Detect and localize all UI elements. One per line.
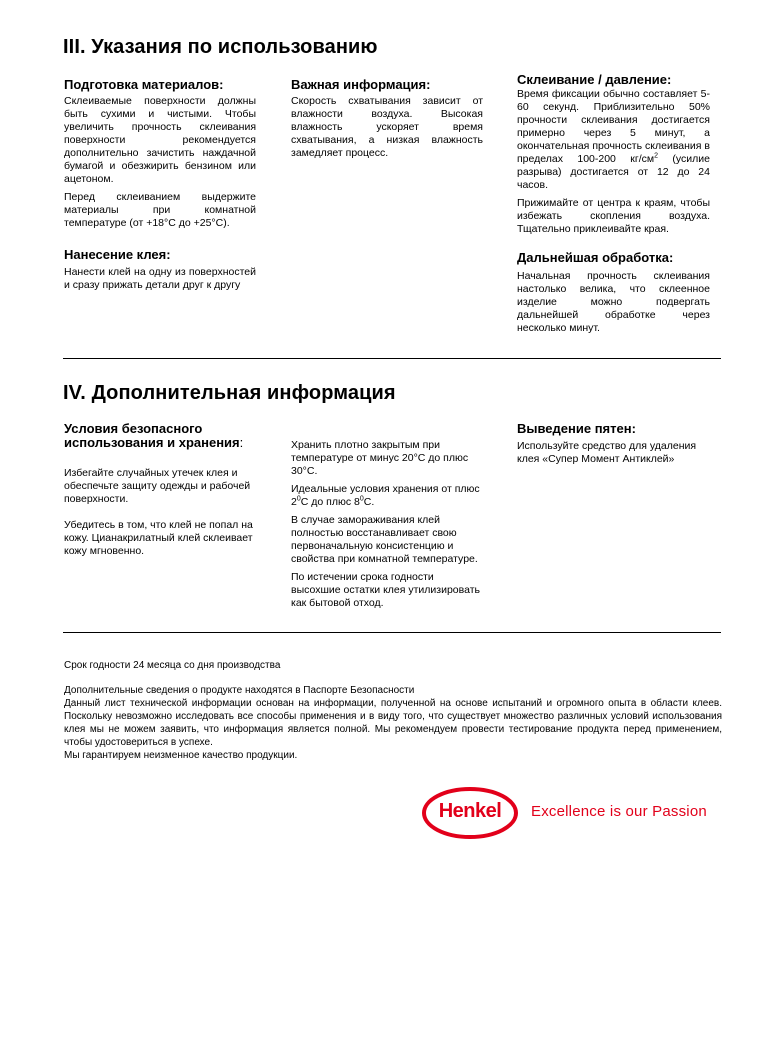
- footer-line-1: Дополнительные сведения о продукте находятся в Паспорте Безопасности: [64, 685, 415, 696]
- apply-block: [64, 248, 256, 297]
- footer-line-3: Мы гарантируем неизменное качество продукции.: [64, 750, 298, 761]
- important-block: [291, 78, 483, 165]
- storage-heading-line-2-text: использования и хранения: [64, 435, 240, 450]
- stains-block: [517, 422, 710, 471]
- keep-text-a: Идеальные условия хранения от плюс 2: [291, 483, 480, 508]
- storage-paragraph-2: Убедитесь в том, что клей не попал на кожу. Цианакрилатный клей склеивает кожу мгновенно.: [64, 519, 253, 557]
- brand-slogan: Excellence is our Passion: [531, 803, 707, 820]
- keep-text-c: С.: [363, 496, 375, 508]
- divider-2: [63, 632, 721, 633]
- pressure-sup: 2: [654, 152, 659, 160]
- apply-heading: Нанесение клея:: [64, 247, 171, 262]
- prep-block: [64, 78, 256, 235]
- storage-block: [64, 422, 260, 563]
- shelf-life-text: Срок годности 24 месяца со дня производства: [64, 660, 281, 671]
- footer-line-2: Данный лист технической информации основан на информации, полученной на основе испытаний и огромного опыта в области клеев. Поскольку невозможно исследовать все способы применения и в виду того, что существует множество различных условий использования клея мы не можем заявить, что информация является полной. Мы рекомендуем провести тестирование продукта перед применением, чтобы удостовериться в успехе.: [64, 698, 722, 748]
- important-paragraph-1: Скорость схватывания зависит от влажности воздуха. Высокая влажность ускоряет время схватывания, а низкая влажность замедляет процесс.: [291, 95, 483, 159]
- storage-heading-colon: :: [239, 435, 244, 450]
- keep-paragraph-3: В случае замораживания клей полностью восстанавливает свою первоначальную консистенцию и свойства при комнатной температуре.: [291, 514, 478, 565]
- prep-heading: Подготовка материалов:: [64, 77, 224, 92]
- pressure-paragraph-2: Прижимайте от центра к краям, чтобы избежать скопления воздуха. Тщательно приклеивайте края.: [517, 197, 710, 235]
- pressure-heading: Склеивание / давление:: [517, 72, 672, 87]
- storage-heading: [64, 422, 260, 450]
- apply-paragraph-1: Нанести клей на одну из поверхностей и сразу прижать детали друг к другу: [64, 266, 256, 291]
- stains-paragraph-1: Используйте средство для удаления клея «Супер Момент Антиклей»: [517, 440, 697, 465]
- prep-paragraph-2: Перед склеиванием выдержите материалы при комнатной температуре (от +18°C до +25°C).: [64, 191, 256, 229]
- keep-paragraph-1: Хранить плотно закрытым при температуре от минус 20°С до плюс 30°С.: [291, 439, 469, 477]
- henkel-logo: [421, 786, 519, 840]
- henkel-logo-word: Henkel: [438, 800, 502, 822]
- storage-paragraph-1: Избегайте случайных утечек клея и обеспечьте защиту одежды и рабочей поверхности.: [64, 467, 251, 505]
- keep-paragraph-4: По истечении срока годности высохшие остатки клея утилизировать как бытовой отход.: [291, 571, 480, 609]
- keep-sup-1: 0: [296, 495, 301, 503]
- keep-block: [291, 439, 481, 615]
- keep-sup-2: 0: [359, 495, 364, 503]
- pressure-text-b: (усилие разрыва) достигается от 12 до 24 часов.: [517, 153, 710, 191]
- section-4-title: IV. Дополнительная информация: [63, 382, 396, 404]
- pressure-text-a: Время фиксации обычно составляет 5-60 секунд. Приблизительно 50% прочности склеивания достигается примерно через 5 минут, а окончательная прочность склеивания в пределах 100-200 кг/см: [517, 88, 710, 165]
- divider-1: [63, 358, 721, 359]
- storage-heading-line-2: [64, 436, 260, 450]
- important-heading: Важная информация:: [291, 77, 431, 92]
- footer-block: [64, 659, 722, 762]
- section-3-title: III. Указания по использованию: [63, 36, 378, 58]
- further-heading: Дальнейшая обработка:: [517, 250, 674, 265]
- keep-text-b: С до плюс 8: [300, 496, 360, 508]
- storage-heading-line-1: Условия безопасного: [64, 421, 203, 436]
- pressure-paragraph-1: [517, 88, 710, 192]
- further-paragraph-1: Начальная прочность склеивания настолько велика, что склеенное изделие можно подвергать дальнейшей обработке через несколько минут.: [517, 270, 710, 334]
- further-block: [517, 251, 710, 340]
- stains-heading: Выведение пятен:: [517, 421, 636, 436]
- prep-paragraph-1: Склеиваемые поверхности должны быть сухими и чистыми. Чтобы увеличить прочность склеивания поверхности рекомендуется дополнительно зачистить наждачной бумагой и обезжирить бензином или ацетоном.: [64, 95, 256, 185]
- keep-paragraph-2: [291, 483, 481, 509]
- pressure-block: [517, 73, 710, 241]
